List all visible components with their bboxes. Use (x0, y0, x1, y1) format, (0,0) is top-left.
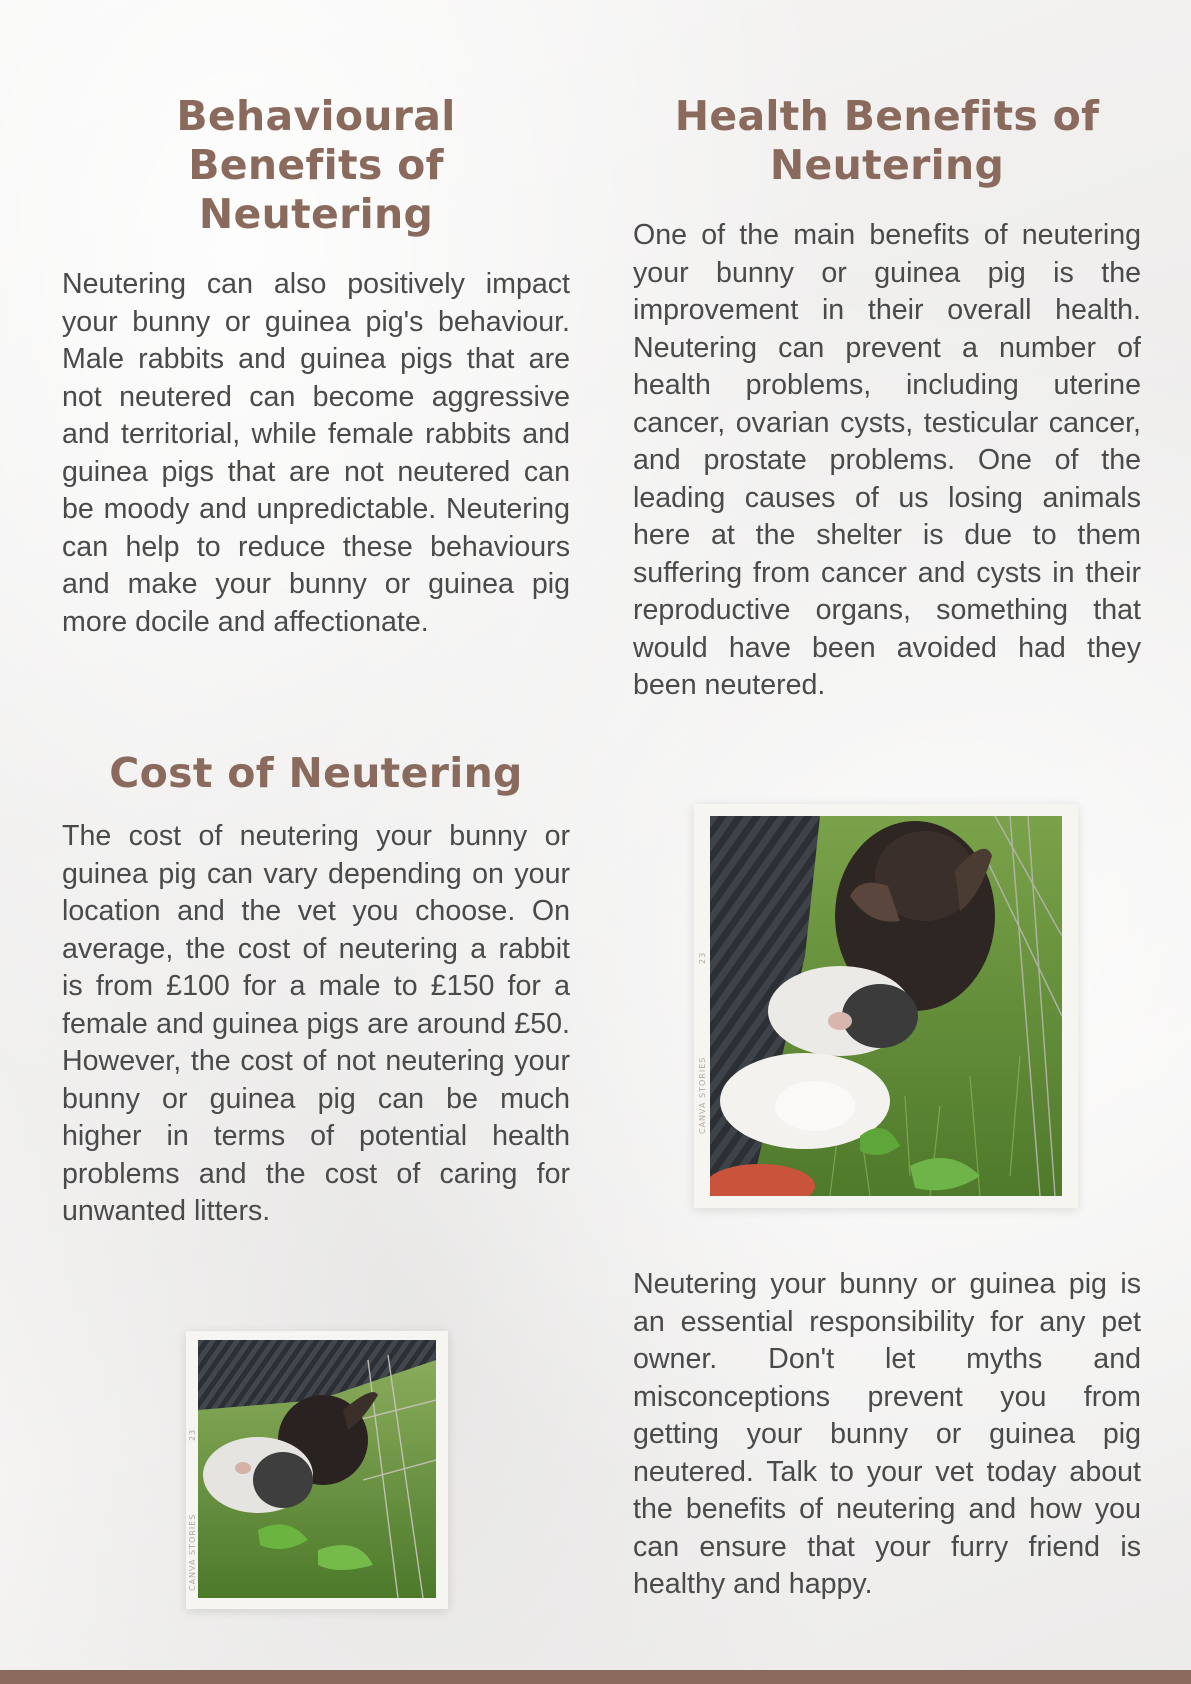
cost-body: The cost of neutering your bunny or guinea pig can vary depending on your location and the vet you choose. On average, the cost of neutering a rabbit is from £100 for a male to £150 for a female and guinea pigs are around £50. However, the cost of not neutering your bunny or guinea pig can be much higher in terms of potential health problems and the cost of caring for unwanted litters. (62, 820, 570, 1227)
rabbit-guinea-pig-photo-frame (694, 804, 1078, 1208)
frame-number: 23 (698, 951, 707, 964)
cost-section (62, 749, 570, 1231)
health-section (633, 92, 1141, 705)
frame-number: 23 (188, 1428, 197, 1441)
behavioural-section (62, 92, 570, 641)
guinea-pig-rabbit-photo-frame (186, 1331, 448, 1609)
rabbit-guinea-pig-photo (710, 816, 1062, 1196)
guinea-pig-rabbit-photo (198, 1340, 436, 1598)
footer-bar (0, 1670, 1191, 1684)
guinea-pig-rabbit-illustration (198, 1340, 436, 1598)
health-body: One of the main benefits of neutering your bunny or guinea pig is the improvement in their overall health. Neutering can prevent a number of health problems, including uterine cancer, ovarian cysts, testicular cancer, and prostate problems. One of the leading causes of us losing animals here at the shelter is due to them suffering from cancer and cysts in their reproductive organs, something that would have been avoided had they been neutered. (633, 219, 1141, 701)
closing-body: Neutering your bunny or guinea pig is an essential responsibility for any pet owner. Don't let myths and misconceptions prevent you from getting your bunny or guinea pig neutered. Talk to your vet today about the benefits of neutering and how you can ensure that your furry friend is healthy and happy. (633, 1268, 1141, 1600)
cost-heading: Cost of Neutering (109, 749, 523, 797)
closing-section (633, 1266, 1141, 1604)
health-heading: Health Benefits of Neutering (674, 92, 1100, 189)
behavioural-body: Neutering can also positively impact your bunny or guinea pig's behaviour. Male rabbits and guinea pigs that are not neutered can become aggressive and territorial, while female rabbits and guinea pigs that are not neutered can be moody and unpredictable. Neutering can help to reduce these behaviours and make your bunny or guinea pig more docile and affectionate. (62, 268, 570, 638)
film-label: CANVA STORIES (188, 1513, 197, 1591)
film-label: CANVA STORIES (698, 1056, 707, 1134)
rabbit-guinea-pig-illustration (710, 816, 1062, 1196)
behavioural-heading: Behavioural Benefits of Neutering (176, 92, 456, 238)
